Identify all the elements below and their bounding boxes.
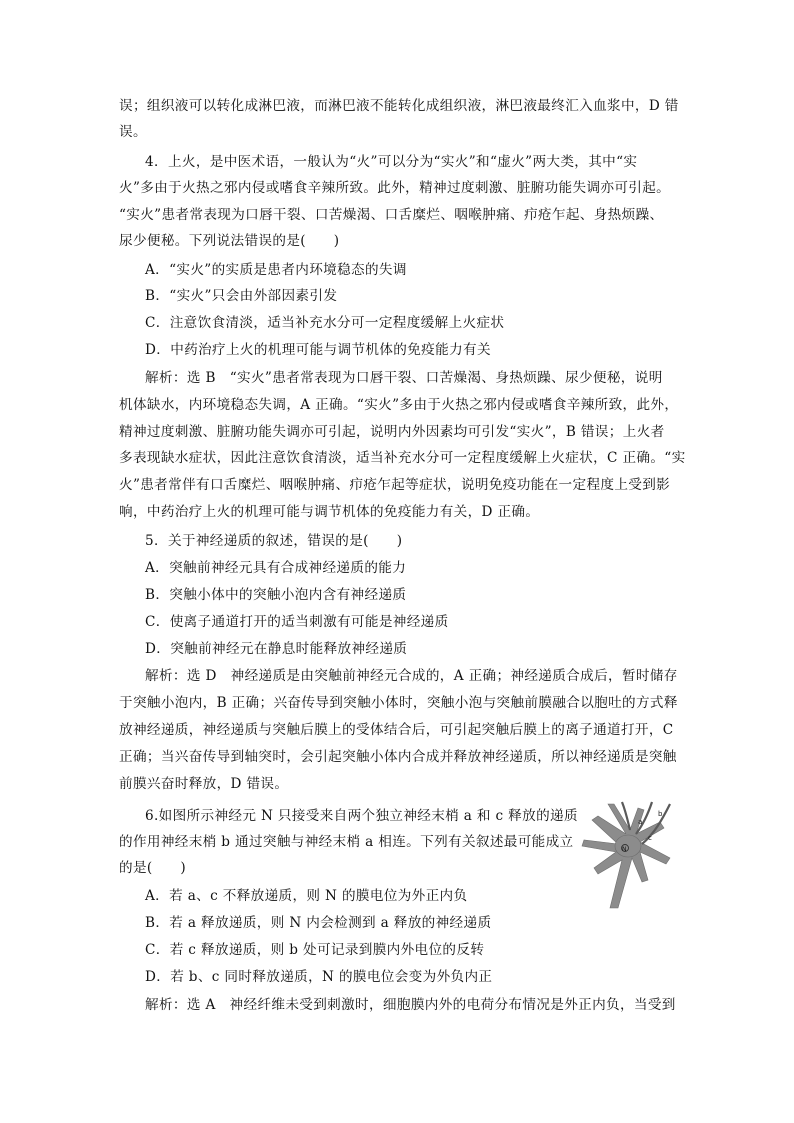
text-line: 的是( ) xyxy=(119,860,187,876)
question-6-stem: 6.如图所示神经元 N 只接受来自两个独立神经末梢 a 和 c 释放的递质 xyxy=(145,808,578,824)
label-a: a xyxy=(638,818,643,826)
question-4-stem: 4．上火，是中医术语，一般认为“火”可以分为“实火”和“虚火”两大类，其中“实 xyxy=(145,154,638,170)
text-line: 前膜兴奋时释放，D 错误。 xyxy=(119,776,289,792)
question-5-stem: 5．关于神经递质的叙述，错误的是( ) xyxy=(145,533,403,549)
analysis-5: 解析：选 D 神经递质是由突触前神经元合成的，A 正确；神经递质合成后，暂时储存 xyxy=(145,668,678,684)
analysis-4: 解析：选 B “实火”患者常表现为口唇干裂、口苦燥渴、身热烦躁、尿少便秘，说明 xyxy=(145,370,663,386)
text-line: 的作用神经末梢 b 通过突触与神经末梢 a 相连。下列有关叙述最可能成立 xyxy=(119,834,574,850)
option-d: D．突触前神经元在静息时能释放神经递质 xyxy=(145,641,408,657)
label-b: b xyxy=(658,810,663,818)
text-line: 火”多由于火热之邪内侵或嗜食辛辣所致。此外，精神过度刺激、脏腑功能失调亦可引起。 xyxy=(119,180,671,196)
option-d: D．中药治疗上火的机理可能与调节机体的免疫能力有关 xyxy=(145,342,491,358)
text-line: 误；组织液可以转化成淋巴液，而淋巴液不能转化成组织液，淋巴液最终汇入血浆中，D 错 xyxy=(119,98,679,114)
text-line: 多表现缺水症状，因此注意饮食清淡，适当补充水分可一定程度缓解上火症状，C 正确。“实 xyxy=(119,450,686,466)
option-b: B．若 a 释放递质，则 N 内会检测到 a 释放的神经递质 xyxy=(145,915,492,931)
option-d: D．若 b、c 同时释放递质，N 的膜电位会变为外负内正 xyxy=(145,969,493,985)
text-line: 精神过度刺激、脏腑功能失调亦可引起，说明内外因素均可引发“实火”，B 错误；上火者 xyxy=(119,424,665,440)
option-a: A．突触前神经元具有合成神经递质的能力 xyxy=(145,560,407,576)
text-line: 正确；当兴奋传导到轴突时，会引起突触小体内合成并释放神经递质，所以神经递质是突触 xyxy=(119,749,677,765)
text-line: 于突触小泡内，B 正确；兴奋传导到突触小体时，突触小泡与突触前膜融合以胞吐的方式释 xyxy=(119,695,678,711)
label-c: c xyxy=(648,834,652,842)
label-n: N xyxy=(622,846,627,853)
option-c: C．若 c 释放递质，则 b 处可记录到膜内外电位的反转 xyxy=(145,942,485,958)
text-line: 放神经递质，神经递质与突触后膜上的受体结合后，可引起突触后膜上的离子通道打开，C xyxy=(119,722,674,738)
text-line: 机体缺水，内环境稳态失调，A 正确。“实火”多由于火热之邪内侵或嗜食辛辣所致，此外， xyxy=(119,397,679,413)
option-b: B．“实火”只会由外部因素引发 xyxy=(145,288,338,304)
text-line: “实火”患者常表现为口唇干裂、口苦燥渴、口舌糜烂、咽喉肿痛、疖疮乍起、身热烦躁、 xyxy=(119,207,664,223)
analysis-6: 解析：选 A 神经纤维未受到刺激时，细胞膜内外的电荷分布情况是外正内负，当受到 xyxy=(145,997,676,1013)
option-c: C．注意饮食清淡，适当补充水分可一定程度缓解上火症状 xyxy=(145,315,505,331)
option-a: A．“实火”的实质是患者内环境稳态的失调 xyxy=(145,262,407,278)
neuron-cell-body xyxy=(582,804,670,908)
neuron-figure xyxy=(578,800,674,910)
option-a: A．若 a、c 不释放递质，则 N 的膜电位为外正内负 xyxy=(145,888,468,904)
text-line: 响，中药治疗上火的机理可能与调节机体的免疫能力有关，D 正确。 xyxy=(119,504,540,520)
text-line: 尿少便秘。下列说法错误的是( ) xyxy=(119,233,340,249)
text-line: 误。 xyxy=(119,124,147,140)
text-line: 火”患者常伴有口舌糜烂、咽喉肿痛、疖疮乍起等症状，说明免疫功能在一定程度上受到影 xyxy=(119,477,671,493)
option-c: C．使离子通道打开的适当刺激有可能是神经递质 xyxy=(145,614,449,630)
option-b: B．突触小体中的突触小泡内含有神经递质 xyxy=(145,587,407,603)
